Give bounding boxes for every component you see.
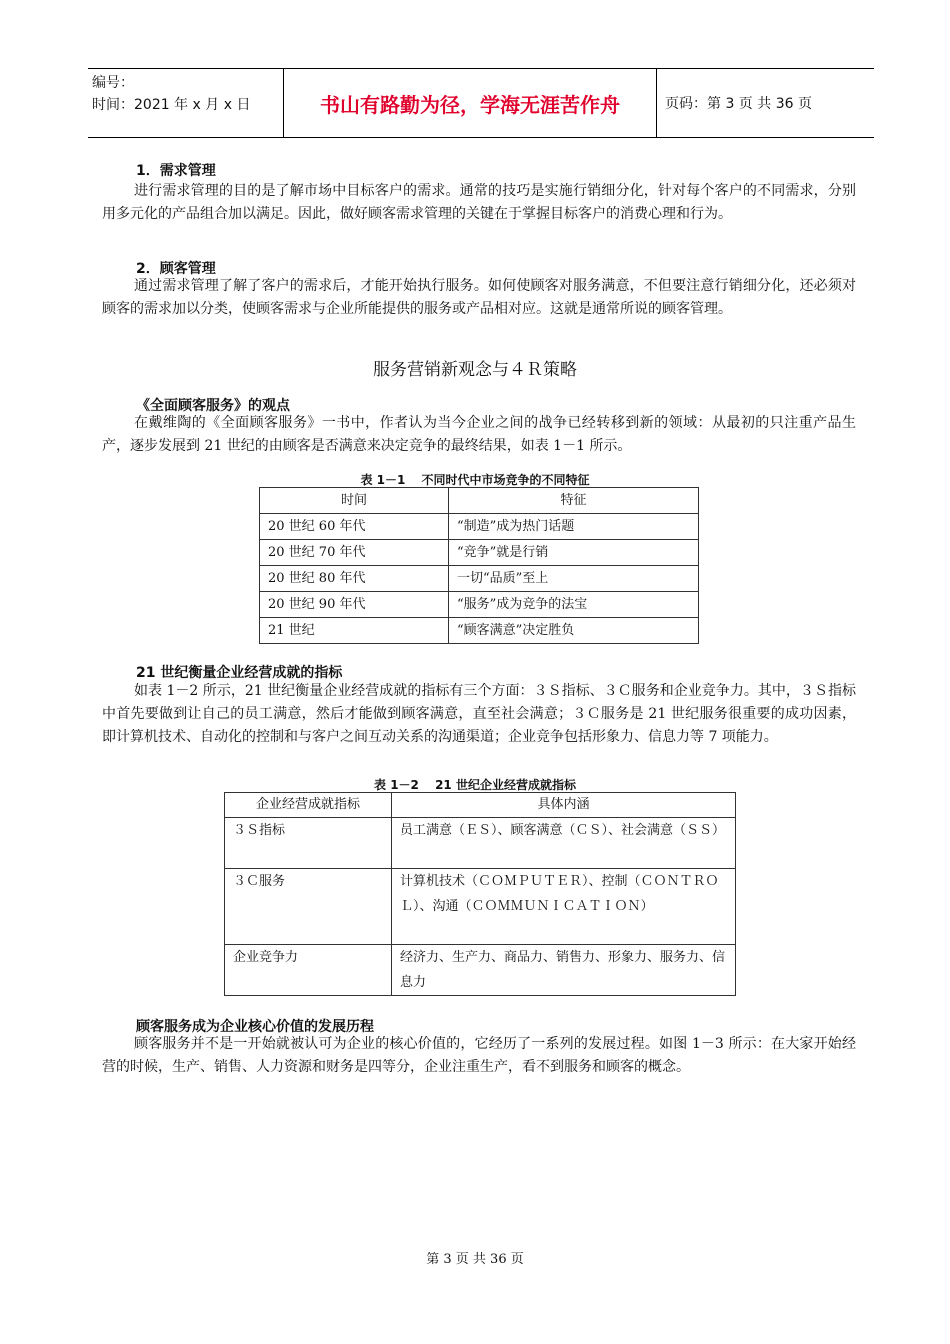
table-cell: 20 世纪 90 年代 (260, 592, 449, 618)
table-cell: 经济力、生产力、商品力、销售力、形象力、服务力、信息力 (392, 945, 736, 996)
table-row (260, 566, 699, 592)
table-cell: “制造”成为热门话题 (449, 514, 699, 540)
table-row (260, 618, 699, 644)
header-page-number: 页码：第 3 页 共 36 页 (665, 96, 812, 112)
table-row (260, 540, 699, 566)
table-market-competition (259, 487, 699, 644)
table-cell: 企业竞争力 (225, 945, 392, 996)
table-cell: 20 世纪 80 年代 (260, 566, 449, 592)
table-cell: “服务”成为竞争的法宝 (449, 592, 699, 618)
table-row (260, 514, 699, 540)
table-header-cell: 时间 (260, 488, 449, 514)
section-text-21st-century-indicators: 如表 1－2 所示，21 世纪衡量企业经营成就的指标有三个方面：３Ｓ指标、３Ｃ服务和企业竞争力。其中，３Ｓ指标中首先要做到让自己的员工满意，然后才能做到顾客满意，直至社会满意；３Ｃ服务是 21 世纪服务很重要的成功因素，即计算机技术、自动化的控制和与客户之间互动关系的沟通渠道；企业竞争包括形象力、信息力等 7 项能力。 (102, 683, 856, 745)
page-header (88, 68, 874, 138)
table-row (225, 945, 736, 996)
section-title-21st-century-indicators: 21 世纪衡量企业经营成就的指标 (136, 665, 343, 681)
table-row (260, 592, 699, 618)
section-title-total-customer-service: 《全面顾客服务》的观点 (136, 398, 290, 414)
chapter-title: 服务营销新观念与４Ｒ策略 (373, 360, 577, 380)
section-text-demand-management: 进行需求管理的目的是了解市场中目标客户的需求。通常的技巧是实施行销细分化，针对每个客户的不同需求，分别用多元化的产品组合加以满足。因此，做好顾客需求管理的关键在于掌握目标客户的消费心理和行为。 (102, 183, 856, 222)
section-title-demand-management: 1．需求管理 (136, 163, 216, 179)
table-header-cell: 特征 (449, 488, 699, 514)
document-date: 时间：2021 年 x 月 x 日 (92, 97, 251, 113)
table-business-achievement-indicators (224, 792, 736, 996)
table-cell: 20 世纪 60 年代 (260, 514, 449, 540)
page-footer: 第 3 页 共 36 页 (426, 1252, 524, 1267)
header-meta (88, 69, 284, 137)
table-cell: 21 世纪 (260, 618, 449, 644)
table-row (225, 869, 736, 945)
table-row (225, 818, 736, 869)
table-header-row (260, 488, 699, 514)
section-title-customer-management: 2．顾客管理 (136, 261, 216, 277)
table-cell: 员工满意（ＥＳ）、顾客满意（ＣＳ）、社会满意（ＳＳ） (392, 818, 736, 869)
table-cell: 计算机技术（ＣＯＭＰＵＴＥＲ）、控制（ＣＯＮＴＲＯＬ）、沟通（ＣＯＭＭＵＮＩＣＡＴＩＯＮ） (392, 869, 736, 945)
section-text-total-customer-service: 在戴维陶的《全面顾客服务》一书中，作者认为当今企业之间的战争已经转移到新的领域：从最初的只注重产品生产，逐步发展到 21 世纪的由顾客是否满意来决定竞争的最终结果，如表 1－1 所示。 (102, 415, 856, 454)
table-header-cell: 企业经营成就指标 (225, 793, 392, 818)
table-cell: 一切“品质”至上 (449, 566, 699, 592)
table-cell: “顾客满意”决定胜负 (449, 618, 699, 644)
table-cell: 20 世纪 70 年代 (260, 540, 449, 566)
table1-caption: 表 1－1 不同时代中市场竞争的不同特征 (360, 473, 590, 487)
section-title-core-value-history: 顾客服务成为企业核心价值的发展历程 (136, 1019, 374, 1035)
table2-caption: 表 1－2 21 世纪企业经营成就指标 (374, 778, 576, 792)
section-text-customer-management: 通过需求管理了解了客户的需求后，才能开始执行服务。如何使顾客对服务满意，不但要注意行销细分化，还必须对顾客的需求加以分类，使顾客需求与企业所能提供的服务或产品相对应。这就是通常所说的顾客管理。 (102, 278, 856, 317)
table-cell: ３Ｓ指标 (225, 818, 392, 869)
table-cell: “竞争”就是行销 (449, 540, 699, 566)
table-header-row (225, 793, 736, 818)
document-number-label: 编号： (92, 75, 134, 91)
section-text-core-value-history: 顾客服务并不是一开始就被认可为企业的核心价值的，它经历了一系列的发展过程。如图 1－3 所示：在大家开始经营的时候，生产、销售、人力资源和财务是四等分，企业注重生产，看不到服务和顾客的概念。 (102, 1036, 856, 1075)
header-motto: 书山有路勤为径，学海无涯苦作舟 (284, 69, 657, 137)
table-cell: ３Ｃ服务 (225, 869, 392, 945)
table-header-cell: 具体内涵 (392, 793, 736, 818)
